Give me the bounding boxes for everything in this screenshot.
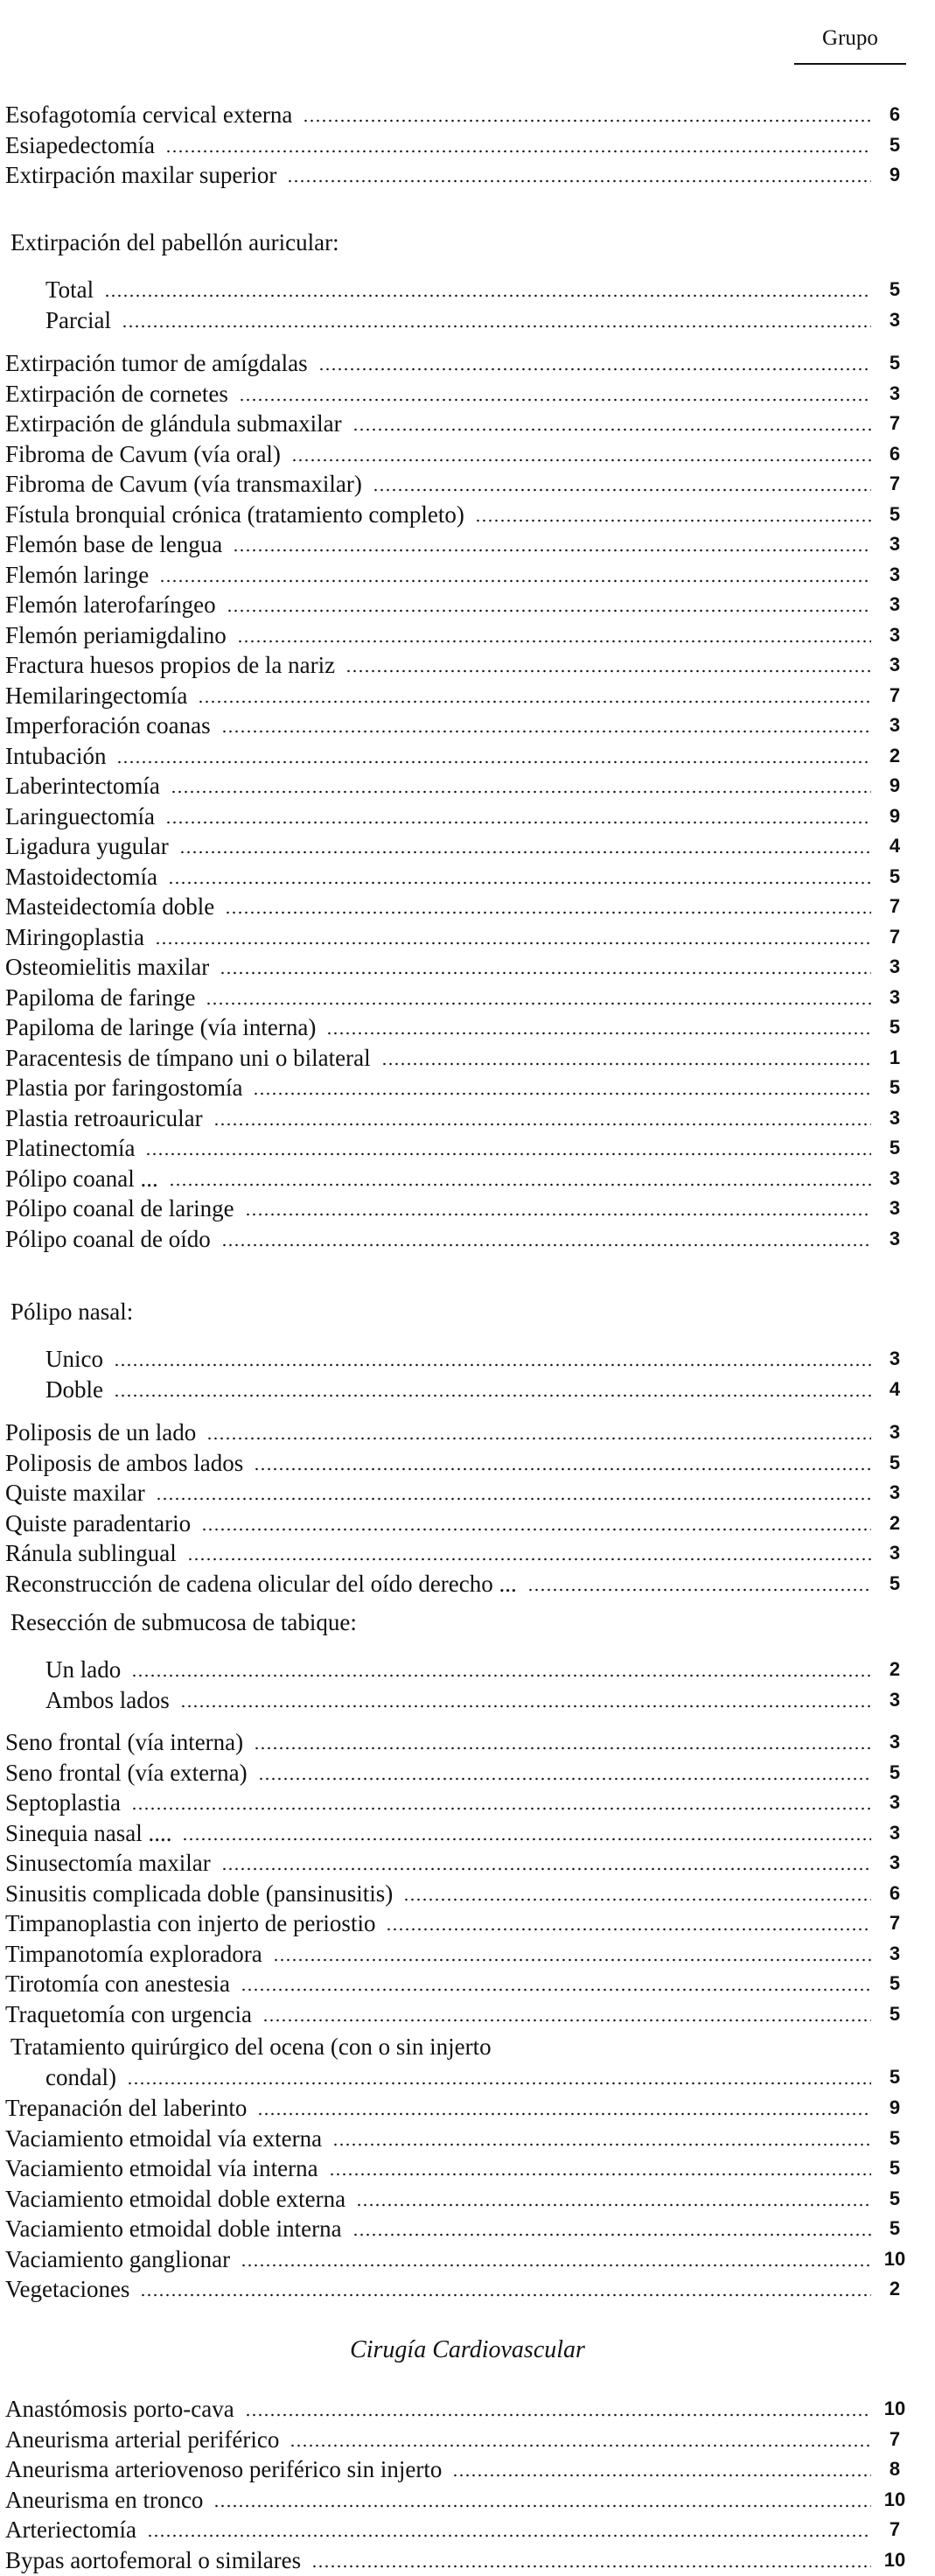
group-number: 5 xyxy=(889,2157,901,2179)
dot-leader xyxy=(452,2474,871,2477)
dot-leader xyxy=(245,1213,871,1216)
procedure-row xyxy=(5,1757,906,1788)
procedure-name: Sinequia nasal .... xyxy=(5,1819,172,1846)
procedure-name: Traquetomía con urgencia xyxy=(5,2000,252,2027)
group-number: 5 xyxy=(889,133,901,156)
procedure-name: Timpanoplastia con injerto de periostio xyxy=(5,1910,376,1936)
procedure-row xyxy=(5,2244,906,2275)
procedure-name: Tirotomía con anestesia xyxy=(5,1970,230,1997)
procedure-name: Timpanotomía exploradora xyxy=(5,1940,262,1967)
group-number: 3 xyxy=(889,956,901,977)
procedure-row xyxy=(5,1968,906,1999)
dot-leader xyxy=(187,1558,871,1561)
dot-leader xyxy=(201,1528,871,1531)
dot-leader xyxy=(356,2203,871,2207)
dot-leader xyxy=(221,730,871,733)
group-number: 3 xyxy=(889,1791,901,1813)
dot-leader xyxy=(352,428,871,431)
dot-leader xyxy=(225,911,871,914)
dot-leader xyxy=(169,1183,871,1186)
procedure-name: Flemón laterofaríngeo xyxy=(5,592,216,618)
procedure-row xyxy=(5,1163,906,1194)
group-number: 9 xyxy=(889,804,901,827)
dot-leader xyxy=(254,1467,871,1471)
dot-leader xyxy=(352,2233,871,2236)
dot-leader xyxy=(254,1746,871,1750)
group-number: 7 xyxy=(889,1912,901,1934)
procedure-row xyxy=(5,408,906,439)
dot-leader xyxy=(258,1777,871,1781)
procedure-row xyxy=(5,159,906,191)
dot-leader xyxy=(386,1928,871,1931)
procedure-name: Unico xyxy=(45,1346,103,1372)
procedure-row xyxy=(5,620,906,651)
procedure-name: Fibroma de Cavum (vía oral) xyxy=(5,440,281,467)
procedure-name: Doble xyxy=(45,1376,103,1403)
column-header-grupo: Grupo xyxy=(794,26,906,65)
procedure-row xyxy=(5,1102,906,1134)
dot-leader xyxy=(104,294,871,298)
dot-leader xyxy=(122,325,871,328)
dot-leader xyxy=(147,2534,871,2538)
dot-leader xyxy=(403,1898,871,1901)
procedure-name: Vaciamiento ganglionar xyxy=(5,2245,231,2272)
dot-leader xyxy=(290,2444,871,2447)
procedure-name: Extirpación maxilar superior xyxy=(5,162,277,188)
dot-leader xyxy=(241,1988,871,1992)
procedure-name: Fibroma de Cavum (vía transmaxilar) xyxy=(5,471,362,497)
procedure-name: Papiloma de faringe xyxy=(5,984,196,1011)
group-number: 3 xyxy=(889,654,901,676)
procedure-name: Total xyxy=(45,276,94,303)
procedure-name: Seno frontal (vía externa) xyxy=(5,1759,248,1786)
procedure-row xyxy=(5,1684,906,1716)
group-number: 6 xyxy=(889,103,901,125)
procedure-row xyxy=(5,1537,906,1569)
procedure-name: Mastoidectomía xyxy=(5,863,157,890)
group-number: 5 xyxy=(889,1016,901,1038)
group-number: 5 xyxy=(889,2066,901,2088)
procedure-name: Poliposis de un lado xyxy=(5,1419,197,1446)
procedure-row xyxy=(5,589,906,620)
procedure-name: Septoplastia xyxy=(5,1789,121,1816)
dot-leader xyxy=(273,1958,871,1962)
procedure-row xyxy=(5,2213,906,2244)
procedure-row xyxy=(5,2424,906,2455)
procedure-row xyxy=(5,1132,906,1164)
procedure-row xyxy=(5,951,906,983)
section-title: Cirugía Cardiovascular xyxy=(350,2336,585,2363)
dot-leader xyxy=(233,549,871,552)
dot-leader xyxy=(179,850,871,854)
procedure-name: Vaciamiento etmoidal doble externa xyxy=(5,2185,346,2212)
procedure-name: Bypas aortofemoral o similares xyxy=(5,2546,302,2573)
group-number: 3 xyxy=(889,1852,901,1873)
procedure-name: Flemón base de lengua xyxy=(5,531,223,557)
group-number: 3 xyxy=(889,1166,901,1189)
dot-leader xyxy=(287,179,871,183)
procedure-row xyxy=(5,1012,906,1043)
procedure-row xyxy=(5,274,906,305)
procedure-name: Vaciamiento etmoidal doble interna xyxy=(5,2216,342,2242)
procedure-row xyxy=(5,2123,906,2154)
procedure-row xyxy=(5,468,906,500)
dot-leader xyxy=(326,1032,871,1035)
procedure-name: Flemón periamigdalino xyxy=(5,621,227,648)
procedure-name: Quiste paradentario xyxy=(5,1509,192,1536)
procedure-name: Esofagotomía cervical externa xyxy=(5,102,293,128)
procedure-row xyxy=(5,304,906,336)
group-number: 3 xyxy=(889,1688,901,1711)
procedure-name: Osteomielitis maxilar xyxy=(5,954,210,980)
procedure-name: Pólipo coanal de oído xyxy=(5,1225,211,1252)
group-number: 9 xyxy=(889,164,901,186)
procedure-row xyxy=(5,1447,906,1479)
procedure-row xyxy=(5,861,906,892)
dot-leader xyxy=(159,579,871,583)
group-number: 5 xyxy=(889,278,901,300)
group-number: 5 xyxy=(889,2126,901,2149)
procedure-row xyxy=(5,528,906,560)
procedure-row xyxy=(5,1042,906,1074)
procedure-name: Un lado xyxy=(45,1656,122,1683)
dot-leader xyxy=(131,1674,871,1677)
group-number: 1 xyxy=(889,1046,901,1068)
procedure-name: Trepanación del laberinto xyxy=(5,2095,248,2121)
procedure-name: Sinusectomía maxilar xyxy=(5,1850,211,1876)
group-number: 3 xyxy=(889,382,901,404)
group-number: 7 xyxy=(889,2518,901,2540)
procedure-name: Masteidectomía doble xyxy=(5,893,215,920)
dot-leader xyxy=(253,1092,871,1096)
group-number: 3 xyxy=(889,1481,901,1503)
procedure-row xyxy=(5,1343,906,1375)
group-number: 3 xyxy=(889,1542,901,1564)
group-number: 7 xyxy=(889,925,901,948)
procedure-row xyxy=(5,740,906,772)
procedure-name: Extirpación tumor de amígdalas xyxy=(5,350,308,376)
group-number: 7 xyxy=(889,895,901,917)
procedure-row xyxy=(5,2062,906,2093)
procedure-name: Aneurisma arterial periférico xyxy=(5,2426,280,2453)
dot-leader xyxy=(220,971,871,975)
dot-leader xyxy=(114,1363,871,1367)
dot-leader xyxy=(262,2019,871,2022)
dot-leader xyxy=(381,1062,871,1066)
procedure-name: Imperforación coanas xyxy=(5,712,211,738)
group-number: 3 xyxy=(889,714,901,736)
group-number: 5 xyxy=(889,1076,901,1098)
group-number: 10 xyxy=(883,2548,906,2571)
procedure-row xyxy=(5,830,906,862)
group-number: 5 xyxy=(889,352,901,374)
procedure-name: Vegetaciones xyxy=(5,2276,130,2302)
procedure-row xyxy=(5,801,906,832)
dot-leader xyxy=(171,790,871,794)
dot-leader xyxy=(241,2264,871,2267)
dot-leader xyxy=(311,2565,871,2568)
procedure-name: Extirpación de cornetes xyxy=(5,380,228,407)
subgroup-title: Resección de submucosa de tabique: xyxy=(10,1609,357,1635)
group-number: 3 xyxy=(889,533,901,555)
procedure-row xyxy=(5,1908,906,1939)
procedure-row xyxy=(5,99,906,130)
procedure-row xyxy=(5,1193,906,1224)
procedure-row xyxy=(5,378,906,410)
dot-leader xyxy=(291,458,871,462)
procedure-name: Plastia por faringostomía xyxy=(5,1074,243,1101)
group-number: 4 xyxy=(889,835,901,857)
group-number: 3 xyxy=(889,623,901,646)
procedure-row xyxy=(5,1878,906,1909)
group-number: 7 xyxy=(889,412,901,434)
procedure-row xyxy=(5,499,906,530)
subgroup-title: Pólipo nasal: xyxy=(10,1298,134,1325)
group-number: 10 xyxy=(883,2247,906,2270)
procedure-row xyxy=(5,2152,906,2184)
dot-leader xyxy=(165,150,871,153)
dot-leader xyxy=(345,669,871,673)
procedure-name: Laberintectomía xyxy=(5,773,160,799)
procedure-name: Aneurisma arteriovenoso periférico sin injerto xyxy=(5,2456,443,2482)
procedure-row xyxy=(5,710,906,741)
procedure-row xyxy=(5,2484,906,2516)
procedure-name: Tratamiento quirúrgico del ocena (con o sin injerto xyxy=(10,2034,492,2060)
group-number: 5 xyxy=(889,1760,901,1783)
dot-leader xyxy=(155,942,871,945)
group-number: 5 xyxy=(889,2002,901,2025)
procedure-name: Vaciamiento etmoidal vía externa xyxy=(5,2124,323,2152)
procedure-name: Plastia retroauricular xyxy=(5,1104,203,1131)
dot-leader xyxy=(221,1867,871,1871)
group-number: 7 xyxy=(889,2427,901,2450)
procedure-row xyxy=(5,982,906,1013)
dot-leader xyxy=(257,2112,871,2116)
procedure-row xyxy=(5,1847,906,1879)
procedure-name: Flemón laringe xyxy=(5,561,150,588)
dot-leader xyxy=(168,881,871,885)
group-number: 3 xyxy=(889,1348,901,1369)
group-number: 5 xyxy=(889,864,901,887)
group-number: 8 xyxy=(889,2458,901,2480)
procedure-row xyxy=(5,680,906,711)
group-number: 9 xyxy=(889,2096,901,2118)
dot-leader xyxy=(245,2413,871,2417)
group-number: 2 xyxy=(889,744,901,766)
procedure-row xyxy=(5,2183,906,2215)
procedure-name: Hemilaringectomía xyxy=(5,682,188,709)
procedure-name: Fractura huesos propios de la nariz xyxy=(5,652,336,678)
procedure-name: condal) xyxy=(45,2064,116,2090)
procedure-name: Miringoplastia xyxy=(5,923,144,950)
procedure-name: Ambos lados xyxy=(45,1686,170,1713)
procedure-name: Anastómosis porto-cava xyxy=(5,2396,234,2422)
dot-leader xyxy=(527,1588,871,1592)
procedure-name: Papiloma de laringe (vía interna) xyxy=(5,1014,317,1040)
dot-leader xyxy=(227,609,871,612)
procedure-row xyxy=(5,1998,906,2030)
dot-leader xyxy=(206,1002,871,1005)
procedure-row xyxy=(5,891,906,922)
group-number: 3 xyxy=(889,1106,901,1129)
dot-leader xyxy=(475,519,871,522)
dot-leader xyxy=(165,821,871,824)
dot-leader xyxy=(213,1123,871,1126)
dot-leader xyxy=(156,1497,871,1501)
dot-leader xyxy=(239,398,871,402)
dot-leader xyxy=(140,2293,871,2297)
procedure-row xyxy=(5,1508,906,1539)
dot-leader xyxy=(198,700,871,704)
procedure-name: Aneurisma en tronco xyxy=(5,2486,204,2513)
procedure-name: Poliposis de ambos lados xyxy=(5,1449,244,1476)
procedure-name: Platinectomía xyxy=(5,1135,136,1161)
group-number: 5 xyxy=(889,1451,901,1474)
group-number: 4 xyxy=(889,1377,901,1400)
group-number: 5 xyxy=(889,2217,901,2239)
dot-leader xyxy=(332,2143,871,2146)
group-number: 2 xyxy=(889,1511,901,1534)
dot-leader xyxy=(145,1152,871,1156)
procedure-name: Ránula sublingual xyxy=(5,1540,177,1566)
procedure-name: Quiste maxilar xyxy=(5,1480,145,1506)
procedure-row xyxy=(5,1938,906,1970)
procedure-name: Intubación xyxy=(5,742,107,769)
dot-leader xyxy=(131,1807,871,1810)
dot-leader xyxy=(182,1838,871,1841)
dot-leader xyxy=(303,119,871,122)
dot-leader xyxy=(221,1243,871,1247)
procedure-row xyxy=(5,2092,906,2124)
procedure-row xyxy=(5,1787,906,1818)
procedure-row xyxy=(5,1477,906,1508)
procedure-name: Fístula bronquial crónica (tratamiento completo) xyxy=(5,500,464,528)
procedure-name: Vaciamiento etmoidal vía interna xyxy=(5,2155,318,2181)
group-number: 10 xyxy=(883,2488,906,2510)
group-number: 3 xyxy=(889,1197,901,1219)
group-number: 3 xyxy=(889,308,901,331)
procedure-row xyxy=(5,2273,906,2305)
procedure-name: Pólipo coanal de laringe xyxy=(5,1195,234,1222)
procedure-row xyxy=(5,130,906,161)
group-number: 3 xyxy=(889,1227,901,1250)
procedure-row xyxy=(5,438,906,470)
procedure-name: Pólipo coanal ... xyxy=(5,1165,158,1192)
group-number: 2 xyxy=(889,1658,901,1680)
procedure-row xyxy=(5,1374,906,1405)
procedure-row xyxy=(5,559,906,591)
group-number: 3 xyxy=(889,1421,901,1443)
procedure-name: Sinusitis complicada doble (pansinusitis) xyxy=(5,1880,394,1907)
group-number: 7 xyxy=(889,683,901,706)
procedure-name: Seno frontal (vía interna) xyxy=(5,1729,244,1755)
procedure-name: Parcial xyxy=(45,306,111,333)
group-number: 3 xyxy=(889,1821,901,1844)
group-number: 5 xyxy=(889,1972,901,1994)
procedure-name: Arteriectomía xyxy=(5,2516,136,2543)
procedure-row xyxy=(5,1223,906,1255)
dot-leader xyxy=(206,1437,871,1440)
procedure-row xyxy=(5,921,906,953)
procedure-row xyxy=(5,1726,906,1758)
procedure-row xyxy=(5,2454,906,2485)
procedure-name: Paracentesis de tímpano uni o bilateral xyxy=(5,1044,371,1071)
group-number: 3 xyxy=(889,563,901,585)
procedure-row xyxy=(5,2393,906,2425)
subgroup-title: Extirpación del pabellón auricular: xyxy=(10,229,339,256)
procedure-name: Esiapedectomía xyxy=(5,131,155,158)
group-number: 3 xyxy=(889,1942,901,1964)
group-number: 6 xyxy=(889,442,901,465)
group-number: 3 xyxy=(889,985,901,1008)
procedure-row xyxy=(5,770,906,802)
dot-leader xyxy=(237,640,871,643)
dot-leader xyxy=(127,2082,871,2085)
procedure-row xyxy=(5,1817,906,1849)
group-number: 3 xyxy=(889,1731,901,1753)
group-number: 5 xyxy=(889,2187,901,2209)
procedure-row xyxy=(5,649,906,681)
procedure-row xyxy=(5,1568,906,1600)
dot-leader xyxy=(114,1394,871,1397)
procedure-row xyxy=(5,2544,906,2576)
dot-leader xyxy=(180,1704,871,1708)
group-number: 6 xyxy=(889,1881,901,1904)
procedure-name: Ligadura yugular xyxy=(5,833,169,859)
dot-leader xyxy=(373,488,871,492)
dot-leader xyxy=(318,368,871,371)
procedure-name: Laringuectomía xyxy=(5,802,155,830)
procedure-row xyxy=(5,347,906,379)
procedure-row xyxy=(5,1654,906,1685)
group-number: 5 xyxy=(889,1137,901,1158)
group-number: 5 xyxy=(889,1572,901,1594)
group-number: 7 xyxy=(889,472,901,494)
group-number: 5 xyxy=(889,502,901,525)
group-number: 9 xyxy=(889,774,901,796)
procedure-name: Reconstrucción de cadena olicular del oído derecho ... xyxy=(5,1570,517,1597)
dot-leader xyxy=(116,760,871,764)
group-number: 10 xyxy=(883,2398,906,2419)
procedure-row xyxy=(5,2514,906,2545)
dot-leader xyxy=(329,2173,871,2176)
procedure-name: Extirpación de glándula submaxilar xyxy=(5,410,342,437)
group-number: 3 xyxy=(889,593,901,615)
group-number: 2 xyxy=(889,2278,901,2300)
dot-leader xyxy=(213,2504,871,2508)
procedure-row xyxy=(5,1072,906,1103)
procedure-row xyxy=(5,1417,906,1448)
